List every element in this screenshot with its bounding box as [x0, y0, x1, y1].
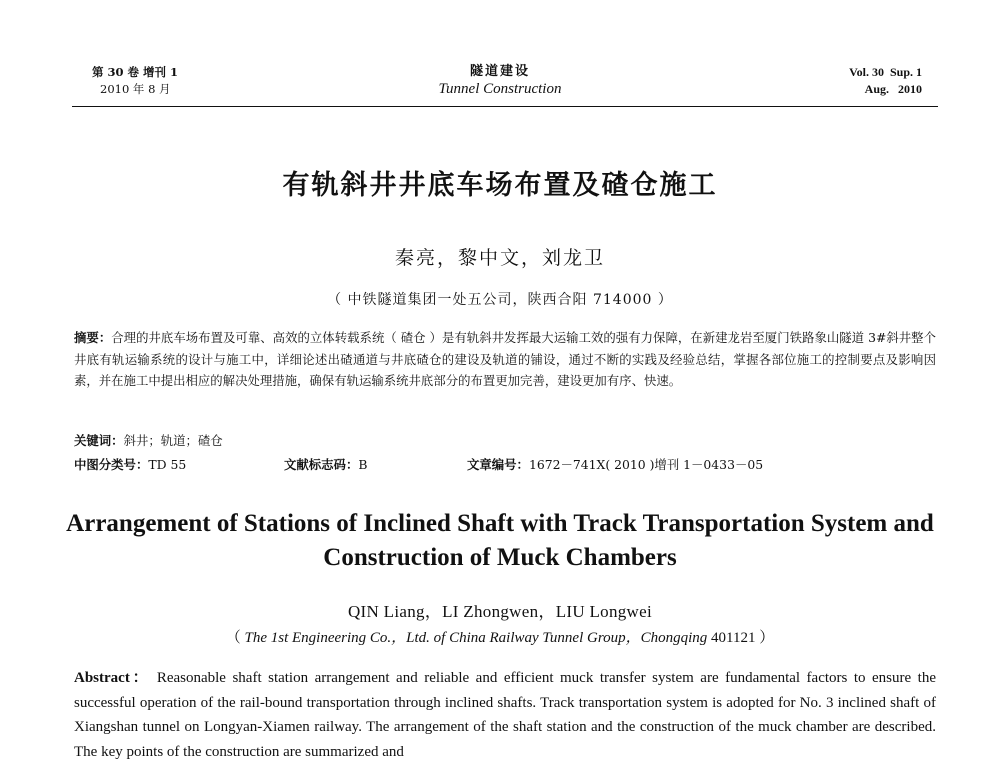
header-volume-issue: 第 30 卷 增刊 1 [92, 65, 179, 79]
doc-code [284, 456, 367, 474]
clc-value: TD 55 [148, 457, 187, 472]
abstract-cn [74, 327, 936, 392]
journal-name-cn: 隧道建设 [469, 64, 530, 79]
paper-title-cn: 有轨斜井井底车场布置及碴仓施工 [282, 170, 718, 201]
authors-en: QIN Liang，LI Zhongwen，LIU Longwei [347, 602, 653, 621]
doc-label: 文献标志码： [284, 457, 359, 472]
abstract-en [74, 666, 936, 764]
affiliation-en [0, 626, 1000, 647]
journal-name-en: Tunnel Construction [438, 81, 562, 97]
paper-title-en: Arrangement of Stations of Inclined Shaft with Track Transportation System and Construction of Muck Chambers [66, 510, 934, 571]
header-date-cn: 2010 年 8 月 [100, 82, 171, 96]
keywords-cn [74, 432, 223, 450]
affiliation-cn: （ 中铁隧道集团一处五公司，陕西合阳 714000 ） [327, 292, 673, 308]
authors-cn: 秦亮，黎中文，刘龙卫 [394, 247, 605, 269]
clc-label: 中图分类号： [74, 457, 149, 472]
article-label: 文章编号： [467, 457, 529, 472]
affiliation-en-close: ） [759, 630, 775, 646]
header-year-en: 2010 [898, 82, 922, 96]
header-volume-en [849, 64, 922, 98]
abstract-en-text: Reasonable shaft station arrangement and reliable and efficient muck transfer system are fundamental factors to ensure the successful operation of the rail-bound transportation through inclined shafts. Track transportation system is adopted for No. 3 inclined shaft of Xiangshan tunnel on Longyan-Xiamen railway. The arrangement of the shaft station and the construction of the muck chamber are described. The key points of the construction are summarized and [74, 670, 936, 760]
abstract-cn-text: 合理的井底车场布置及可靠、高效的立体转载系统（ 碴仓 ）是有轨斜井发挥最大运输工效的强有力保障，在新建龙岩至厦门铁路象山隧道 3#斜井整个井底有轨运输系统的设计与施工中，详细论述出碴通道与井底碴仓的建设及轨道的铺设，通过不断的实践及经验总结，掌握各部位施工的控制要点及影响因素，并在施工中提出相应的解决处理措施，确保有轨运输系统井底部分的布置更加完善，建设更加有序、快速。 [74, 330, 936, 388]
journal-name [400, 60, 600, 98]
article-number [467, 456, 763, 474]
article-value: 1672－741X( 2010 )增刊 1－0433－05 [528, 457, 764, 472]
abstract-cn-label: 摘要： [74, 330, 112, 345]
doc-value: B [358, 457, 368, 472]
keywords-cn-label: 关键词： [74, 433, 124, 448]
affiliation-en-open: （ [225, 630, 241, 646]
header-volume-cn [92, 64, 178, 98]
affiliation-en-postcode: 401121 [711, 630, 756, 646]
header-rule [72, 106, 938, 107]
abstract-en-label: Abstract： [74, 670, 151, 686]
header-sup-en: Sup. 1 [889, 65, 922, 79]
header-month-en: Aug. [864, 82, 889, 96]
header-vol-en: Vol. 30 [849, 65, 884, 79]
clc-code [74, 456, 186, 474]
keywords-cn-text: 斜井；轨道；碴仓 [123, 433, 223, 448]
affiliation-en-org: The 1st Engineering Co.，Ltd. of China Railway Tunnel Group，Chongqing [244, 630, 708, 646]
